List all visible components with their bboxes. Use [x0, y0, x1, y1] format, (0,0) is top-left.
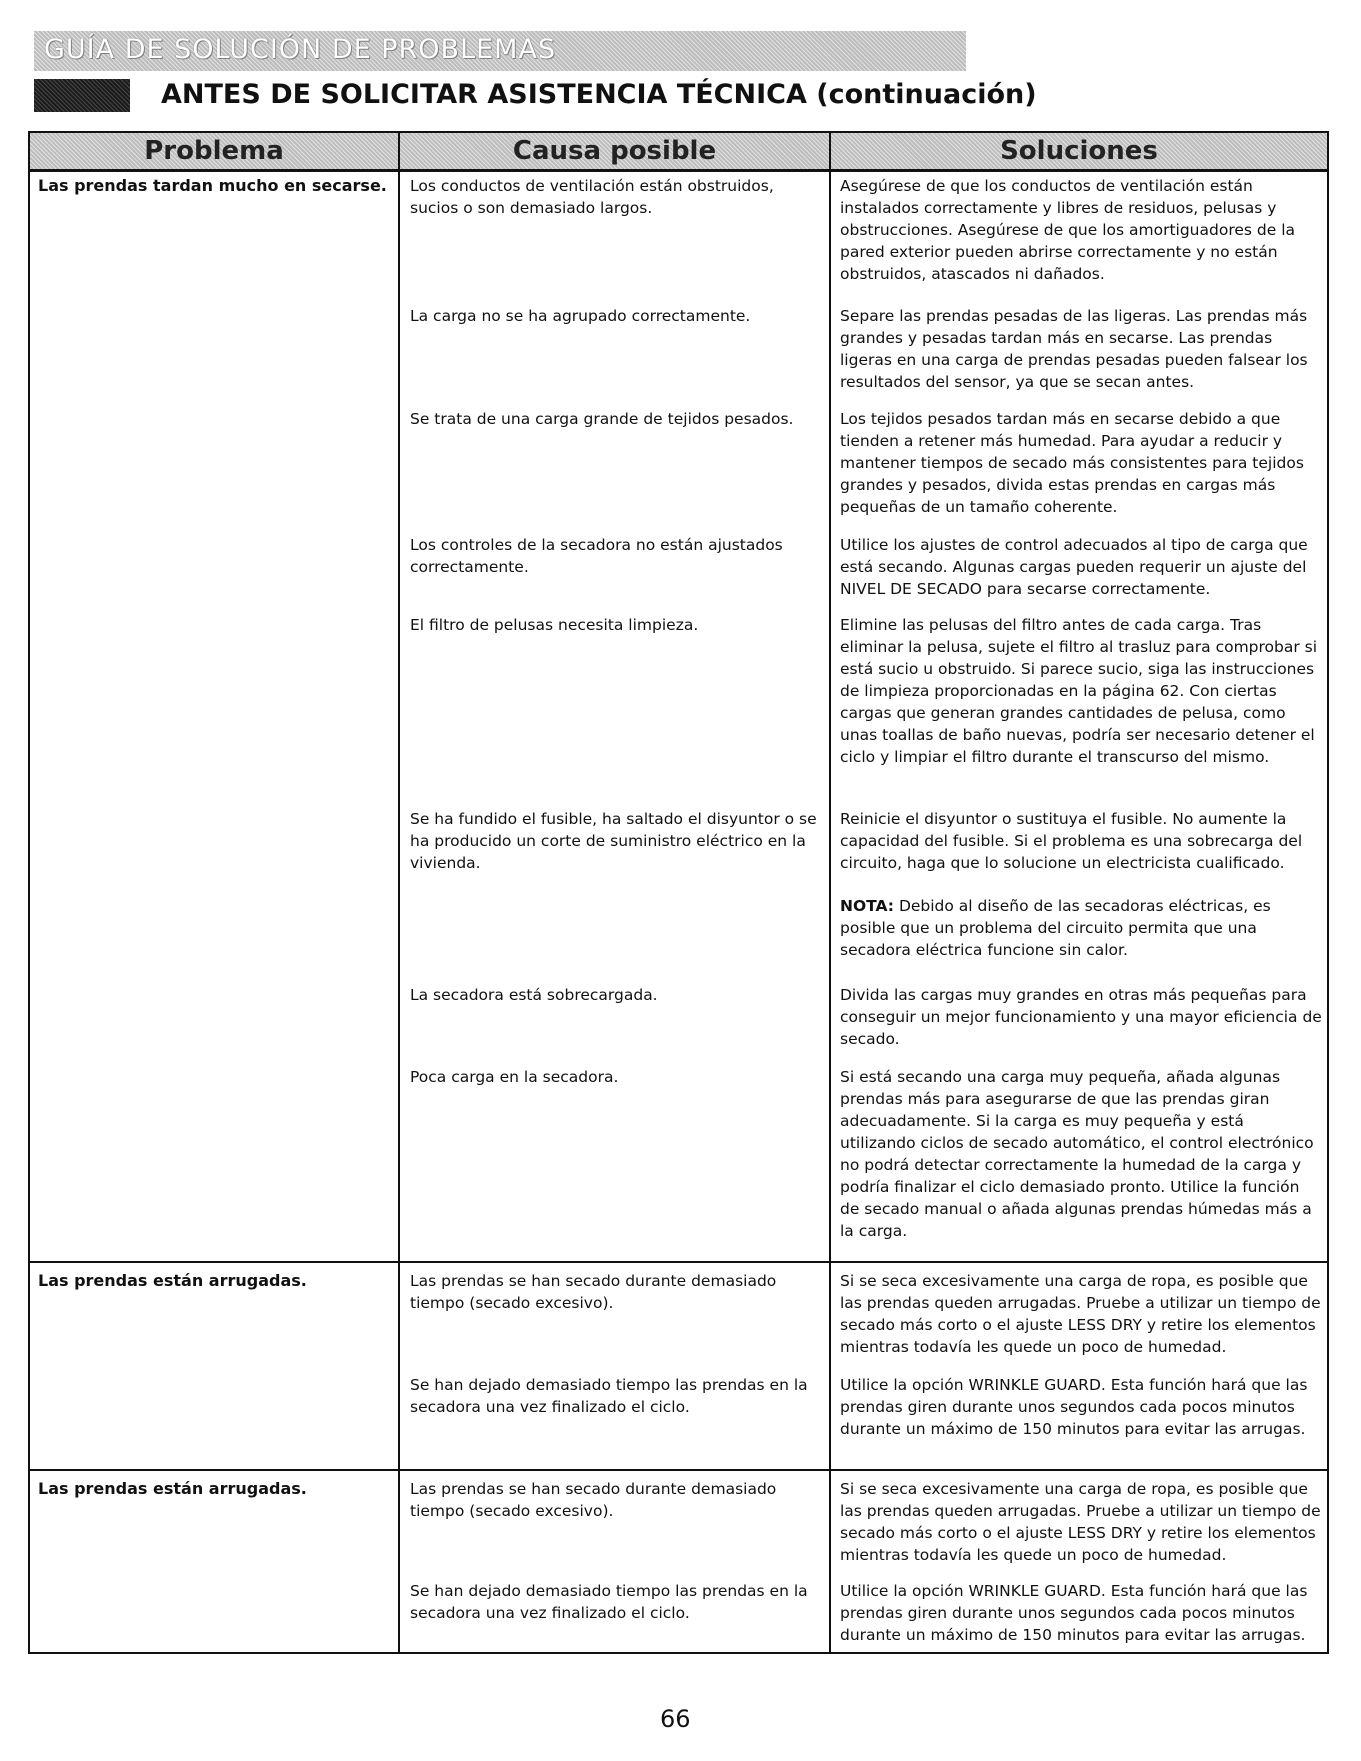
- solution-text: Divida las cargas muy grandes en otras más pequeñas para conseguir un mejor funcionamiento y una mayor eficiencia de secado.: [840, 986, 1322, 1048]
- cause-text: La carga no se ha agrupado correctamente.: [410, 307, 751, 325]
- solution-text: Si se seca excesivamente una carga de ropa, es posible que las prendas queden arrugadas. Pruebe a utilizar un tiempo de secado más corto o el ajuste LESS DRY y retire los elementos mientras todavía les quede un poco de humedad.: [840, 1272, 1321, 1356]
- solution-text: Utilice los ajustes de control adecuados al tipo de carga que está secando. Algunas cargas pueden requerir un ajuste del NIVEL DE SECADO para secarse correctamente.: [840, 536, 1308, 598]
- solution-text: Si está secando una carga muy pequeña, añada algunas prendas más para asegurarse de que las prendas giran adecuadamente. Si la carga es muy pequeña y está utilizando ciclos de secado automático, el control electrónico no podrá detectar correctamente la humedad de la carga y podría finalizar el ciclo demasiado pronto. Utilice la función de secado manual o añada algunas prendas húmedas más a la carga.: [840, 1068, 1314, 1240]
- cause-text: Se han dejado demasiado tiempo las prendas en la secadora una vez finalizado el ciclo.: [410, 1376, 808, 1416]
- page-number: 66: [660, 1705, 691, 1733]
- cause-text: Las prendas se han secado durante demasiado tiempo (secado excesivo).: [410, 1272, 777, 1312]
- cause-text: Los controles de la secadora no están ajustados correctamente.: [410, 536, 783, 576]
- solution-text: Reinicie el disyuntor o sustituya el fusible. No aumente la capacidad del fusible. Si el problema es una sobrecarga del circuito, haga que lo solucione un electricista cualificado.: [840, 810, 1303, 872]
- header-divider: [28, 169, 1329, 172]
- solution-text: Utilice la opción WRINKLE GUARD. Esta función hará que las prendas giren durante unos segundos cada pocos minutos durante un máximo de 150 minutos para evitar las arrugas.: [840, 1582, 1308, 1644]
- column-divider: [398, 131, 400, 1654]
- row-divider: [28, 1261, 1329, 1263]
- cause-text: El filtro de pelusas necesita limpieza.: [410, 616, 699, 634]
- cause-text: Se ha fundido el fusible, ha saltado el disyuntor o se ha producido un corte de suministro eléctrico en la vivienda.: [410, 810, 817, 872]
- page-subtitle: ANTES DE SOLICITAR ASISTENCIA TÉCNICA (continuación): [161, 79, 1037, 110]
- cause-text: Las prendas se han secado durante demasiado tiempo (secado excesivo).: [410, 1480, 777, 1520]
- subtitle-marker: [34, 79, 130, 112]
- note-block: [840, 895, 1323, 961]
- cause-text: Se trata de una carga grande de tejidos pesados.: [410, 410, 794, 428]
- row-divider: [28, 1469, 1329, 1471]
- cause-text: La secadora está sobrecargada.: [410, 986, 658, 1004]
- section-title-bar: [34, 31, 966, 71]
- note-text: Debido al diseño de las secadoras eléctricas, es posible que un problema del circuito permita que una secadora eléctrica funcione sin calor.: [840, 897, 1271, 959]
- column-header-solutions: Soluciones: [831, 133, 1327, 169]
- solution-text: Los tejidos pesados tardan más en secarse debido a que tienden a retener más humedad. Para ayudar a reducir y mantener tiempos de secado más consistentes para tejidos grandes y pesados, divida estas prendas en cargas más pequeñas de un tamaño coherente.: [840, 410, 1304, 516]
- problem-label: Las prendas tardan mucho en secarse.: [38, 176, 387, 195]
- solution-text: Utilice la opción WRINKLE GUARD. Esta función hará que las prendas giren durante unos segundos cada pocos minutos durante un máximo de 150 minutos para evitar las arrugas.: [840, 1376, 1308, 1438]
- column-divider: [829, 131, 831, 1654]
- solution-text: Separe las prendas pesadas de las ligeras. Las prendas más grandes y pesadas tardan más en secarse. Las prendas ligeras en una carga de prendas pesadas pueden falsear los resultados del sensor, ya que se secan antes.: [840, 307, 1308, 391]
- solution-text: Asegúrese de que los conductos de ventilación están instalados correctamente y libres de residuos, pelusas y obstrucciones. Asegúrese de que los amortiguadores de la pared exterior pueden abrirse correctamente y no están obstruidos, atascados ni dañados.: [840, 177, 1295, 283]
- column-header-cause: Causa posible: [400, 133, 829, 169]
- problem-label: Las prendas están arrugadas.: [38, 1271, 307, 1290]
- cause-text: Los conductos de ventilación están obstruidos, sucios o son demasiado largos.: [410, 177, 774, 217]
- section-title: GUÍA DE SOLUCIÓN DE PROBLEMAS: [44, 34, 557, 65]
- solution-text: Si se seca excesivamente una carga de ropa, es posible que las prendas queden arrugadas. Pruebe a utilizar un tiempo de secado más corto o el ajuste LESS DRY y retire los elementos mientras todavía les quede un poco de humedad.: [840, 1480, 1321, 1564]
- cause-text: Se han dejado demasiado tiempo las prendas en la secadora una vez finalizado el ciclo.: [410, 1582, 808, 1622]
- column-header-problem: Problema: [30, 133, 398, 169]
- note-label: NOTA:: [840, 897, 895, 915]
- problem-label: Las prendas están arrugadas.: [38, 1479, 307, 1498]
- cause-text: Poca carga en la secadora.: [410, 1068, 619, 1086]
- solution-text: Elimine las pelusas del filtro antes de cada carga. Tras eliminar la pelusa, sujete el filtro al trasluz para comprobar si está sucio u obstruido. Si parece sucio, siga las instrucciones de limpieza proporcionadas en la página 62. Con ciertas cargas que generan grandes cantidades de pelusa, como unas toallas de baño nuevas, podría ser necesario detener el ciclo y limpiar el filtro durante el transcurso del mismo.: [840, 616, 1318, 766]
